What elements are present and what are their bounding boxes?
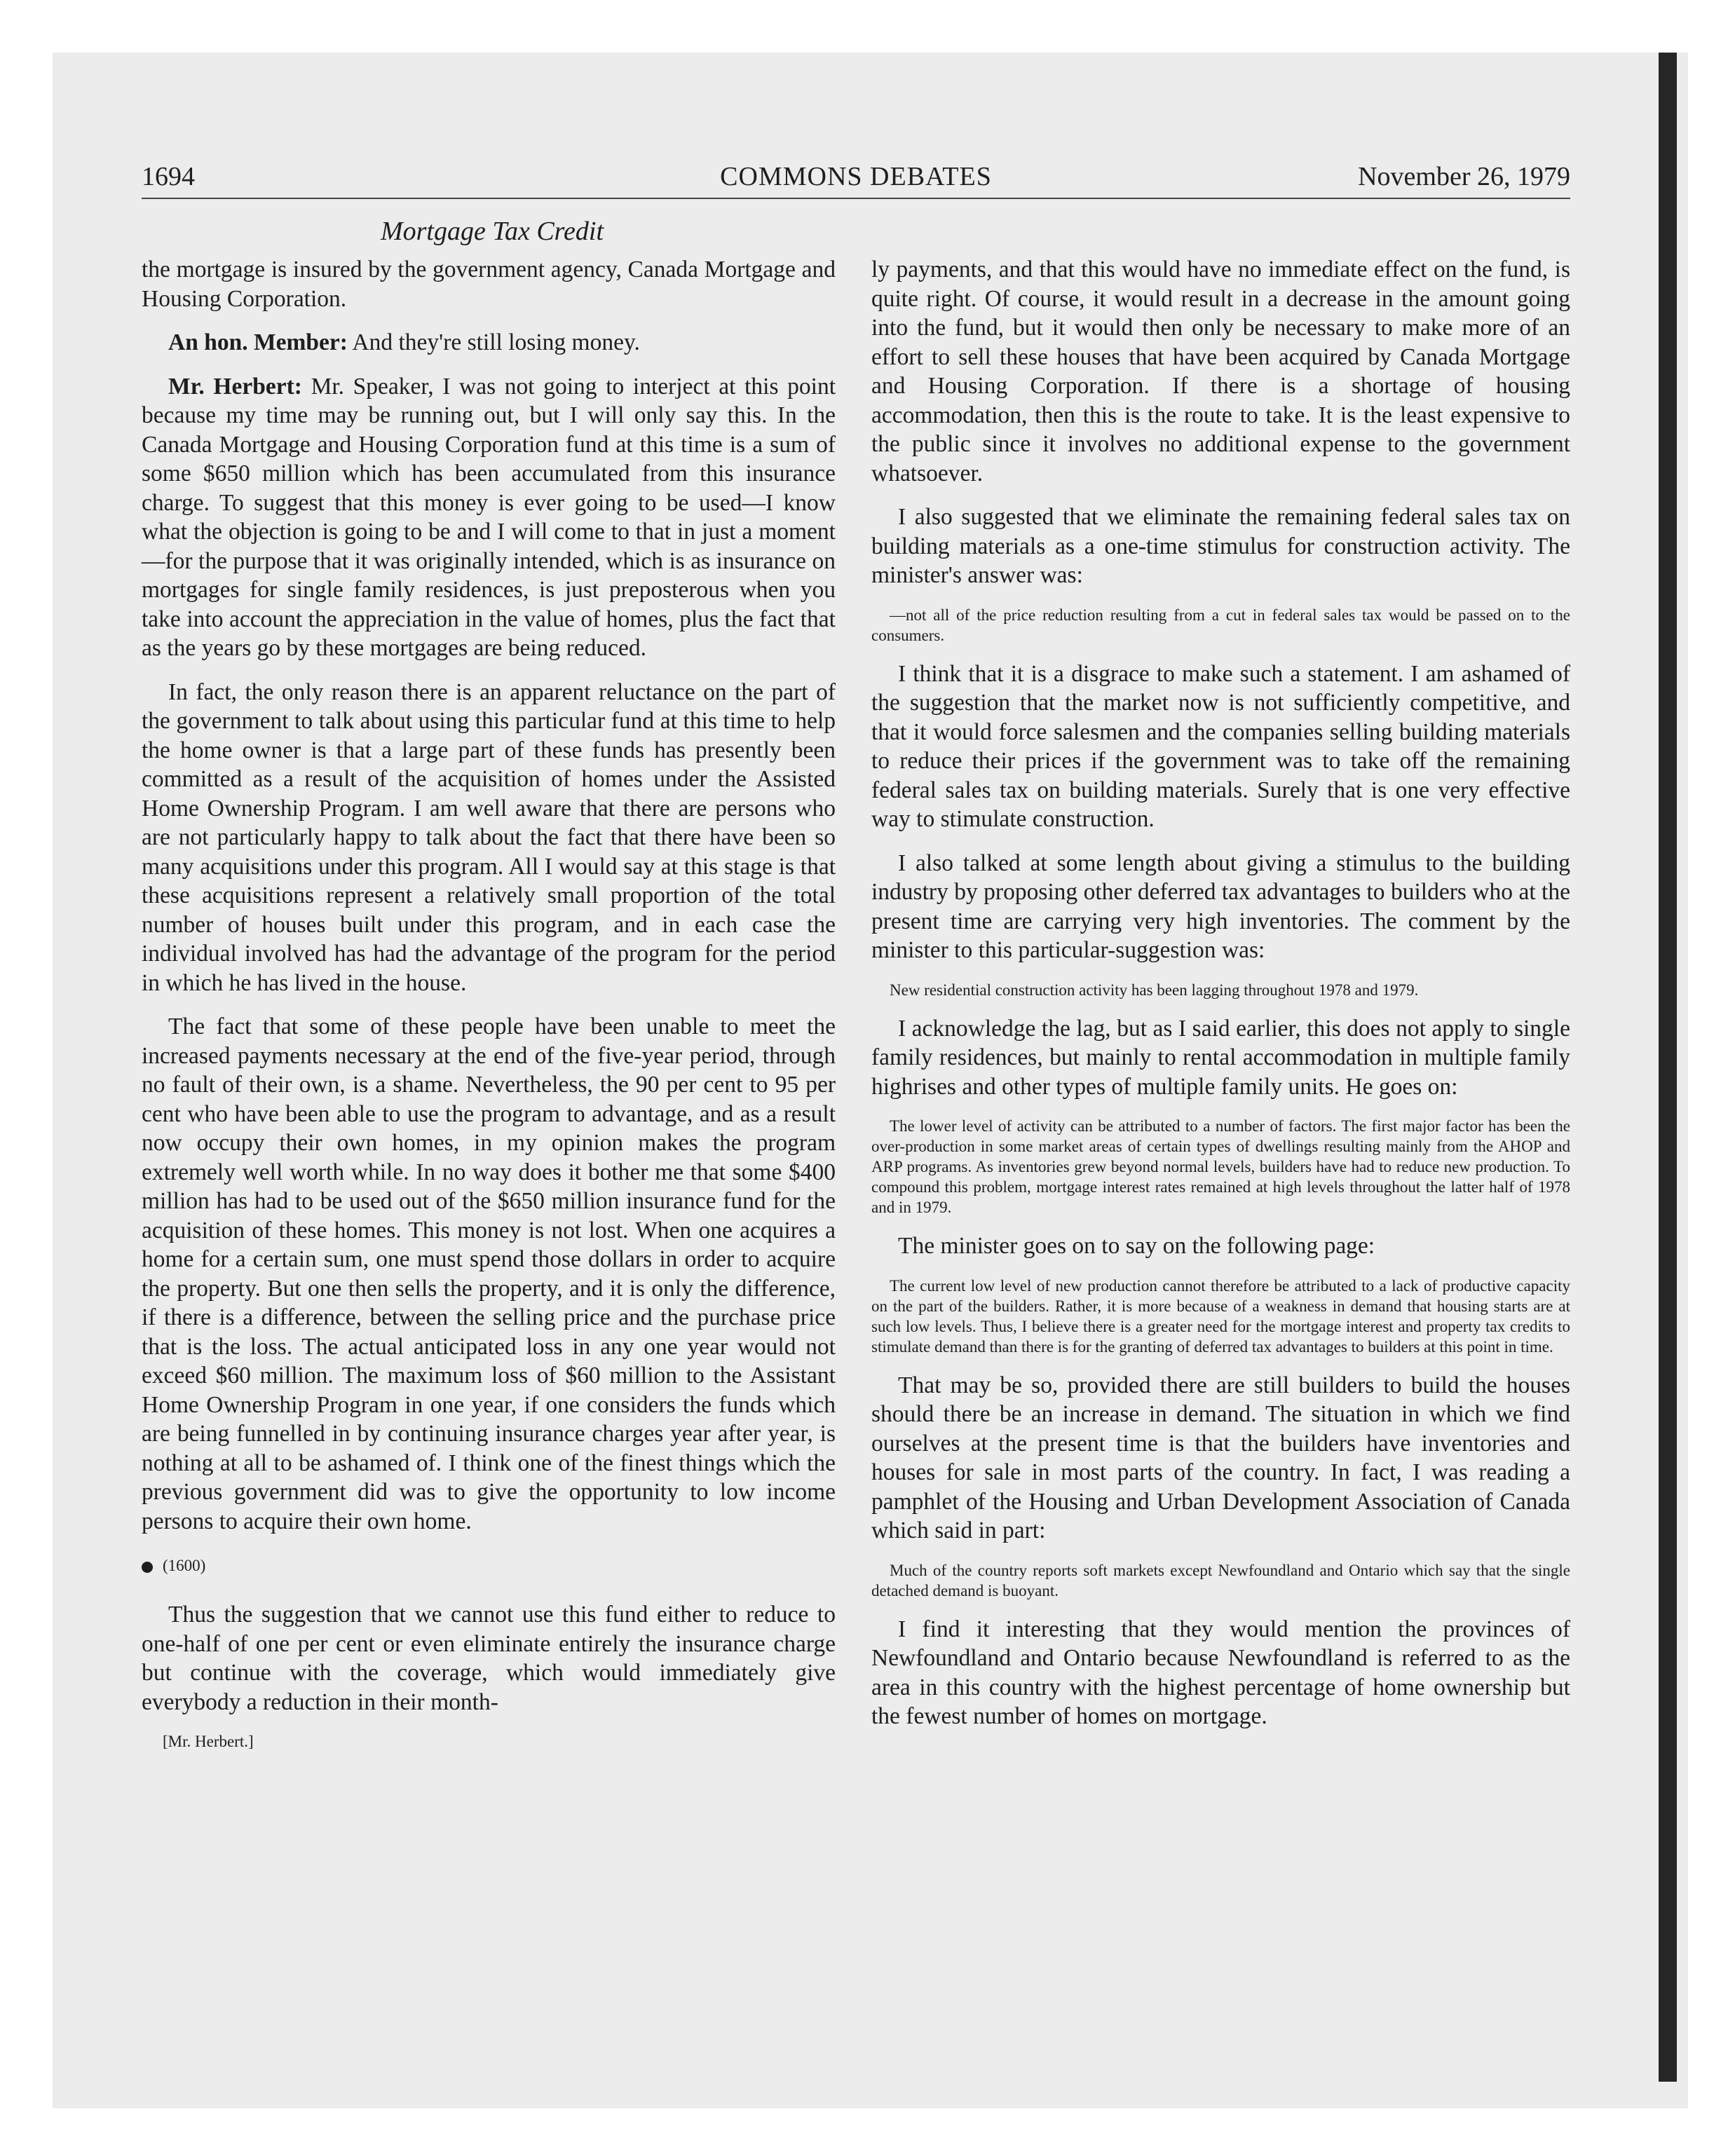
paragraph: The minister goes on to say on the following page: (898, 1233, 1375, 1259)
paragraph: I find it interesting that they would mention the provinces of Newfoundland and Ontario because Newfoundland is referred to as the area in this country with the highest percentage of home ownership but the fewest number of homes on mortgage. (871, 1616, 1570, 1729)
block-quote: —not all of the price reduction resulting from a cut in federal sales tax would be passed on to the consumers. (871, 606, 1570, 644)
paragraph: I also suggested that we eliminate the remaining federal sales tax on building materials as a one-time stimulus for construction activity. The minister's answer was: (871, 504, 1570, 588)
paragraph: the mortgage is insured by the government agency, Canada Mortgage and Housing Corporation. (142, 257, 836, 312)
page-header (142, 158, 1570, 195)
paragraph: In fact, the only reason there is an apparent reluctance on the part of the government to talk about using this particular fund at this time to help the home owner is that a large part of these funds has presently been committed as a result of the acquisition of homes under the Assisted Home Ownership Program. I am well aware that there are persons who are not particularly happy to talk about the fact that there have been so many acquisitions under this program. All I would say at this stage is that these acquisitions represent a relatively small proportion of the total number of houses built under this program, and in each case the individual involved has had the advantage of the program for the period in which he has lived in the house. (142, 678, 836, 996)
publication-date: November 26, 1979 (1358, 162, 1570, 191)
right-column (871, 255, 1570, 1746)
scan-edge-bar (1659, 53, 1677, 2082)
page-number: 1694 (142, 162, 195, 191)
paragraph: The fact that some of these people have been unable to meet the increased payments necessary at the end of the five-year period, through no fault of their own, is a shame. Nevertheless, the 90 per cent to 95 per cent who have been able to use the program to advantage, and as a result now occupy their own homes, in my opinion makes the program extremely well worth while. In no way does it bother me that some $400 million has had to be used out of the $650 million insurance fund for the acquisition of these homes. This money is not lost. When one acquires a home for a certain sum, one must spend those dollars in order to acquire the property. But one then sells the property, and it is only the difference, if there is a difference, between the selling price and the purchase price that is the loss. The actual anticipated loss in any one year would not exceed $60 million. The maximum loss of $60 million to the Assistant Home Ownership Program in one year, if one considers the funds which are being funnelled in by continuing insurance charges year after year, is nothing at all to be ashamed of. I think one of the finest things which the previous government did was to give the opportunity to low income persons to acquire their own home. (142, 1014, 836, 1534)
header-rule (142, 198, 1570, 199)
time-marker (142, 1555, 836, 1576)
paragraph: I acknowledge the lag, but as I said earlier, this does not apply to single family residences, but mainly to rental accommodation in multiple family highrises and other types of multiple family units. He goes on: (871, 1015, 1570, 1100)
paragraph (142, 372, 836, 663)
paragraph: Thus the suggestion that we cannot use this fund either to reduce to one-half of one per cent or even eliminate entirely the insurance charge but continue with the coverage, which would immediately give everybody a reduction in their month- (142, 1602, 836, 1715)
block-quote: Much of the country reports soft markets except Newfoundland and Ontario which say that the single detached demand is buoyant. (871, 1561, 1570, 1599)
paragraph: ly payments, and that this would have no immediate effect on the fund, is quite right. Of course, it would result in a decrease in the amount going into the fund, but it would then only be necessary to make more of an effort to sell these houses that have been acquired by Canada Mortgage and Housing Corporation. If there is a shortage of housing accommodation, then this is the route to take. It is the least expensive to the public since it involves no additional expense to the government whatsoever. (871, 257, 1570, 486)
bullet-icon (142, 1562, 153, 1573)
speaker-name: An hon. Member: (168, 329, 348, 355)
speaker-signature: [Mr. Herbert.] (163, 1733, 254, 1750)
block-quote: The current low level of new production cannot therefore be attributed to a lack of productive capacity on the part of the builders. Rather, it is more because of a weakness in demand that housing starts are at such low levels. Thus, I believe there is a greater need for the mortgage interest and property tax credits to stimulate demand than there is for the granting of deferred tax advantages to builders at this point in time. (871, 1276, 1570, 1356)
block-quote: The lower level of activity can be attributed to a number of factors. The first major factor has been the over-production in some market areas of certain types of dwellings resulting mainly from the AHOP and ARP programs. As inventories grew beyond normal levels, builders have had to reduce new production. To compound this problem, mortgage interest rates remained at high levels throughout the latter half of 1978 and in 1979. (871, 1117, 1570, 1216)
publication-title: COMMONS DEBATES (720, 162, 992, 191)
left-column (142, 255, 836, 1752)
paragraph: I also talked at some length about giving a stimulus to the building industry by proposing other deferred tax advantages to builders who at the present time are carrying very high inventories. The comment by the minister to this particular-suggestion was: (871, 850, 1570, 963)
document-page (142, 158, 1570, 1967)
debate-subject: Mortgage Tax Credit (380, 217, 604, 246)
speech-text: Mr. Speaker, I was not going to interject at this point because my time may be running out, but I will only say this. In the Canada Mortgage and Housing Corporation fund at this time is a sum of some $650 million which has been accumulated from this insurance charge. To suggest that this money is ever going to be used—I know what the objection is going to be and I will come to that in just a moment—for the purpose that it was originally intended, which is as insurance on mortgages for single family residences, is just preposterous when you take into account the appreciation in the value of homes, plus the fact that as the years go by these mortgages are being reduced. (142, 373, 836, 661)
paragraph (142, 328, 836, 357)
time-marker-text: (1600) (163, 1557, 206, 1574)
paragraph: I think that it is a disgrace to make such a statement. I am ashamed of the suggestion that the market now is not sufficiently competitive, and that it would force salesmen and the companies selling building materials to reduce their prices if the government was to take off the remaining federal sales tax on building materials. Surely that is one very effective way to stimulate construction. (871, 660, 1570, 832)
block-quote: New residential construction activity has been lagging throughout 1978 and 1979. (890, 981, 1419, 999)
speech-text: And they're still losing money. (347, 329, 640, 355)
speaker-name: Mr. Herbert: (168, 373, 302, 400)
paragraph: That may be so, provided there are still builders to build the houses should there be an increase in demand. The situation in which we find ourselves at the present time is that the builders have inventories and houses for sale in most parts of the country. In fact, I was reading a pamphlet of the Housing and Urban Development Association of Canada which said in part: (871, 1372, 1570, 1543)
